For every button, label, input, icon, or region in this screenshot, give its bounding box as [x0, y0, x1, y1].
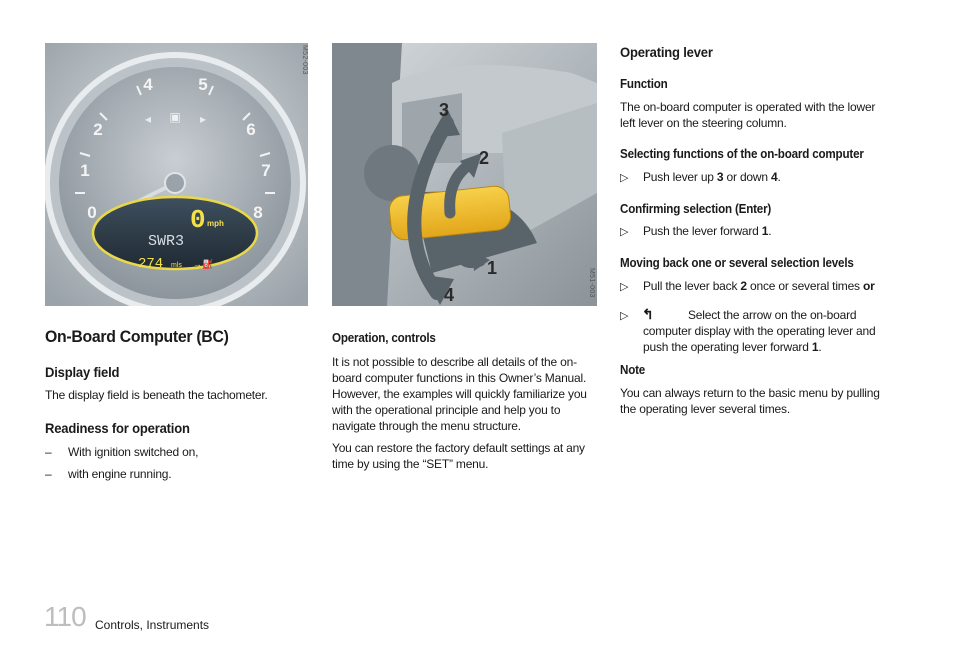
speed-readout: 0	[190, 205, 206, 235]
lever-photo	[332, 43, 597, 306]
speed-unit: mph	[207, 219, 224, 228]
moving-back-heading: Moving back one or several selection levels	[620, 256, 854, 270]
range-unit: mls	[171, 262, 182, 269]
dial-number-0: 0	[87, 203, 97, 222]
display-station: SWR3	[148, 233, 185, 250]
range-value: 274	[138, 256, 164, 272]
lever-illustration	[332, 43, 597, 306]
dial-number-2: 2	[93, 120, 103, 139]
bullet-icon: ▷	[620, 310, 629, 322]
bullet-icon: ▷	[620, 226, 629, 238]
step-number: 3	[716, 170, 724, 184]
step-number: 1	[761, 224, 769, 238]
dash-marker: –	[45, 467, 52, 481]
operation-heading: Operation, controls	[332, 331, 436, 345]
callout-4: 4	[443, 285, 455, 305]
tachometer-illustration	[45, 43, 308, 306]
callout-3: 3	[438, 100, 450, 120]
step-text: once or several times	[746, 279, 863, 293]
turn-right-icon: ▸	[200, 112, 207, 126]
step-number: 2	[740, 279, 747, 293]
selecting-step	[620, 169, 890, 186]
display-field-text: The display field is beneath the tachometer.	[45, 388, 268, 402]
moving-back-step-2	[620, 307, 890, 355]
readiness-item-text: With ignition switched on,	[68, 445, 199, 459]
step-text: Select the arrow on the on-board computer display with the operating lever and push the operating lever forward	[643, 308, 876, 354]
readiness-item	[45, 466, 310, 482]
page-number: 110	[44, 601, 86, 632]
step-text: or down	[723, 170, 771, 184]
moving-back-step-2-text	[643, 307, 890, 355]
moving-back-step	[620, 278, 890, 295]
callout-2: 2	[478, 148, 490, 168]
dial-number-1: 1	[80, 161, 90, 180]
step-number: 1	[811, 340, 819, 354]
function-heading: Function	[620, 77, 668, 91]
selecting-heading: Selecting functions of the on-board computer	[620, 147, 864, 161]
bullet-icon: ▷	[620, 172, 629, 184]
step-text: .	[768, 224, 772, 238]
step-conjunction: or	[863, 279, 875, 293]
step-text: Push lever up	[643, 170, 717, 184]
dash-marker: –	[45, 445, 52, 459]
note-text: You can always return to the basic menu by pulling the operating lever several times.	[620, 386, 880, 416]
step-text: .	[818, 340, 822, 354]
step-text: Pull the lever back	[643, 279, 741, 293]
readiness-heading: Readiness for operation	[45, 420, 190, 436]
dial-number-8: 8	[253, 203, 263, 222]
display-field-heading: Display field	[45, 364, 120, 380]
bullet-icon: ▷	[620, 281, 629, 293]
callout-1: 1	[486, 258, 498, 278]
function-text: The on-board computer is operated with the lower left lever on the steering column.	[620, 100, 876, 130]
readiness-item	[45, 444, 310, 460]
note-heading: Note	[620, 363, 646, 377]
readiness-item-text: with engine running.	[68, 467, 172, 481]
dial-number-5: 5	[198, 75, 208, 94]
dial-number-7: 7	[261, 161, 271, 180]
operation-paragraph-2: You can restore the factory default settings at any time by using the “SET” menu.	[332, 441, 585, 471]
lever-image-code: M51-003	[588, 268, 595, 298]
turn-left-icon: ◂	[145, 112, 152, 126]
confirm-heading: Confirming selection (Enter)	[620, 202, 772, 216]
fuel-icon: →⛽	[193, 259, 214, 269]
operating-lever-heading: Operating lever	[620, 44, 713, 60]
return-arrow-icon: ↰	[642, 306, 654, 322]
lights-icon: ▣	[169, 110, 181, 124]
dial-number-6: 6	[246, 120, 256, 139]
step-text: Push the lever forward	[643, 224, 762, 238]
confirm-step	[620, 223, 890, 240]
step-number: 4	[770, 170, 778, 184]
operation-paragraph-1: It is not possible to describe all details of the on-board computer functions in this Owner’s Manual. However, the examples will quickly familiarize you with the operational principle and help you to navigate through the menu structure.	[332, 355, 587, 433]
section-title: On-Board Computer (BC)	[45, 327, 229, 346]
tachometer-photo	[45, 43, 308, 306]
footer-section: Controls, Instruments	[95, 618, 210, 632]
step-text: .	[777, 170, 781, 184]
dial-number-4: 4	[143, 75, 153, 94]
tacho-image-code: M52-003	[301, 45, 308, 75]
